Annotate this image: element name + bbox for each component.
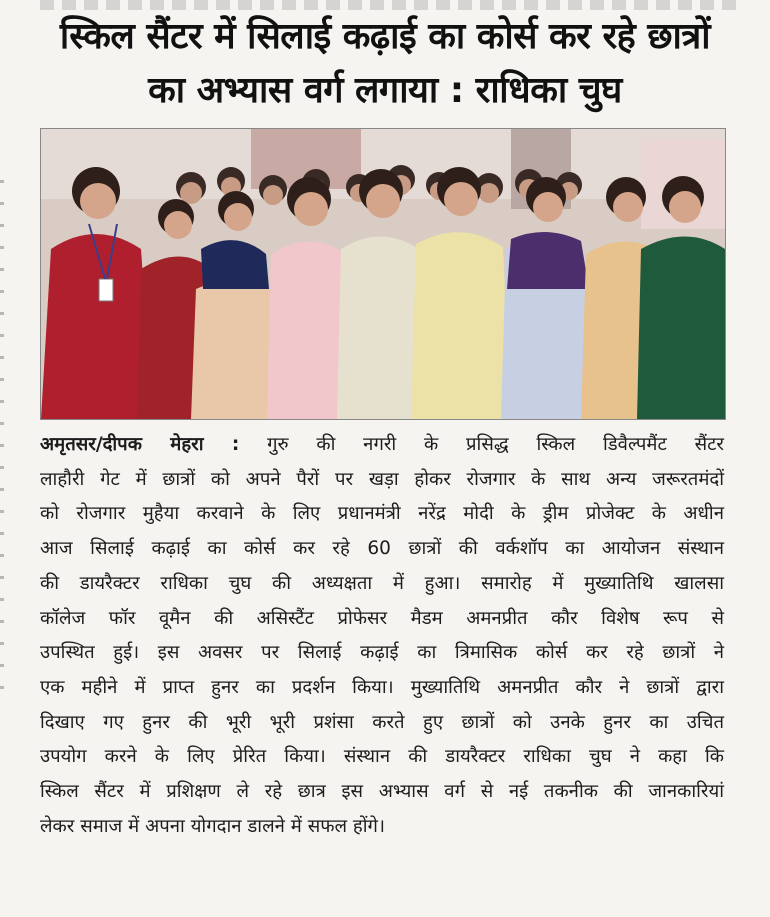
torn-top-edge — [40, 0, 740, 10]
article-line: दिखाए गए हुनर की भूरी भूरी प्रशंसा करते हुए छात्रों को उनके हुनर का उचित — [40, 711, 724, 733]
article-line: स्किल सैंटर में प्रशिक्षण ले रहे छात्र इस अभ्यास वर्ग से नई तकनीक की जानकारियां — [40, 781, 724, 803]
left-column-rule — [0, 180, 4, 700]
article-line: उपयोग करने के लिए प्रेरित किया। संस्थान की डायरैक्टर राधिका चुघ ने कहा कि — [40, 746, 724, 768]
article-body — [40, 428, 724, 844]
article-dateline: अमृतसर/दीपक मेहरा : — [40, 434, 240, 455]
headline-line-2: का अभ्यास वर्ग लगाया : राधिका चुघ — [148, 70, 622, 111]
group-photo — [40, 128, 726, 420]
article-line: को रोजगार मुहैया करवाने के लिए प्रधानमंत्री नरेंद्र मोदी के ड्रीम प्रोजेक्ट के अधीन — [40, 503, 724, 525]
group-photo-image — [41, 129, 725, 419]
article-line: की डायरैक्टर राधिका चुघ की अध्यक्षता में हुआ। समारोह में मुख्यातिथि खालसा — [40, 572, 724, 594]
article-line: एक महीने में प्राप्त हुनर का प्रदर्शन किया। मुख्यातिथि अमनप्रीत कौर ने छात्रों द्वारा — [40, 676, 724, 698]
article-line: उपस्थित हुई। इस अवसर पर सिलाई कढ़ाई का त्रिमासिक कोर्स कर रहे छात्रों ने — [40, 642, 724, 664]
headline-line-1: स्किल सैंटर में सिलाई कढ़ाई का कोर्स कर रहे छात्रों — [59, 16, 711, 57]
article-line: आज सिलाई कढ़ाई का कोर्स कर रहे 60 छात्रों की वर्कशॉप का आयोजन संस्थान — [40, 538, 724, 560]
article-line: अमृतसर/दीपक मेहरा : गुरु की नगरी के प्रसिद्ध स्किल डिवैल्पमैंट सैंटर — [40, 434, 724, 455]
article-line: कॉलेज फॉर वूमैन की असिस्टैंट प्रोफेसर मैडम अमनप्रीत कौर विशेष रूप से — [40, 607, 724, 629]
article-line: लाहौरी गेट में छात्रों को अपने पैरों पर खड़ा होकर रोजगार के साथ अन्य जरूरतमंदों — [40, 468, 724, 490]
article-line: लेकर समाज में अपना योगदान डालने में सफल होंगे। — [40, 815, 385, 837]
headline — [20, 10, 750, 118]
